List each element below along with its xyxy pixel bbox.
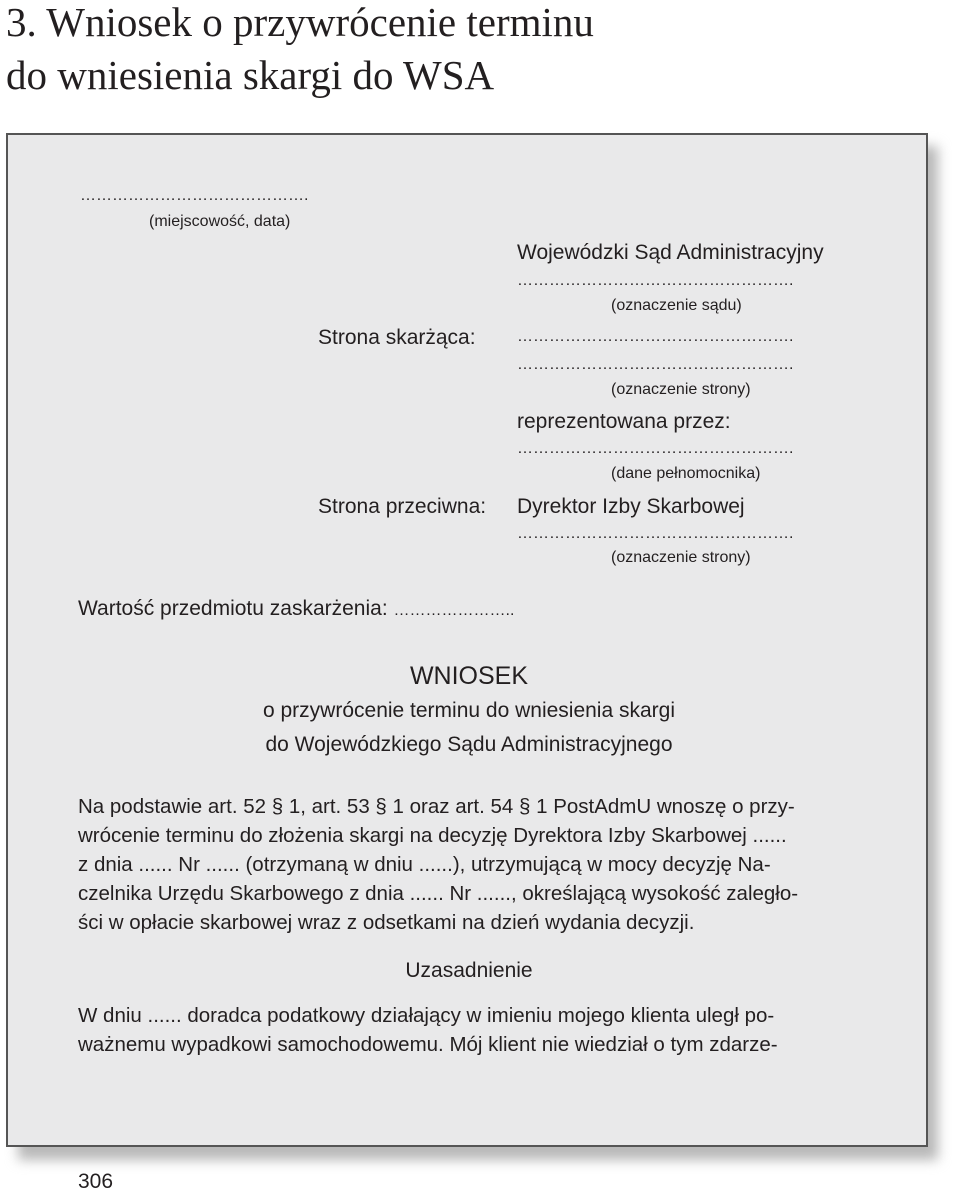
request-line: wrócenie terminu do złożenia skargi na decyzję Dyrektora Izby Skarbowej ......	[78, 824, 787, 847]
court-label: (oznaczenie sądu)	[611, 297, 742, 314]
form-sheet	[6, 133, 928, 1147]
request-line: czelnika Urzędu Skarbowego z dnia ...... Nr ......, określającą wysokość zaległo-	[78, 882, 799, 905]
claim-value-label: Wartość przedmiotu zaskarżenia:	[78, 597, 394, 620]
justification-line: W dniu ...... doradca podatkowy działający w imieniu mojego klienta uległ po-	[78, 1004, 775, 1027]
plaintiff-dots-2: …………………………………………….	[517, 356, 794, 373]
request-line: ści w opłacie skarbowej wraz z odsetkami na dzień wydania decyzji.	[78, 911, 695, 934]
attorney-caption: (dane pełnomocnika)	[611, 465, 761, 482]
page-number: 306	[78, 1170, 114, 1193]
document-subtitle-1: o przywrócenie terminu do wniesienia skargi	[262, 699, 676, 722]
plaintiff-label: Strona skarżąca:	[318, 326, 476, 349]
justification-title: Uzasadnienie	[405, 959, 533, 982]
document-title: WNIOSEK	[409, 662, 529, 690]
plaintiff-dots-1: …………………………………………….	[517, 328, 794, 345]
section-heading-line-1: 3. Wniosek o przywrócenie terminu	[6, 0, 594, 45]
defendant-value: Dyrektor Izby Skarbowej	[517, 495, 745, 518]
court-dots: …………………………………………….	[517, 272, 794, 289]
defendant-label: Strona przeciwna:	[318, 495, 487, 518]
claim-value-row	[78, 597, 514, 621]
attorney-dots: …………………………………………….	[517, 440, 794, 457]
defendant-dots: …………………………………………….	[517, 525, 794, 542]
place-date-dots: …………………………………….	[80, 187, 309, 204]
request-line: Na podstawie art. 52 § 1, art. 53 § 1 oraz art. 54 § 1 PostAdmU wnoszę o przy-	[78, 795, 795, 818]
court-name: Wojewódzki Sąd Administracyjny	[517, 241, 824, 264]
plaintiff-caption: (oznaczenie strony)	[611, 381, 751, 398]
represented-by: reprezentowana przez:	[517, 410, 731, 433]
place-date-label: (miejscowość, data)	[149, 213, 291, 230]
defendant-caption: (oznaczenie strony)	[611, 549, 751, 566]
request-paragraph	[78, 792, 868, 937]
justification-paragraph	[78, 1001, 868, 1059]
claim-value-dots: …………………..	[393, 602, 515, 619]
justification-line: ważnemu wypadkowi samochodowemu. Mój klient nie wiedział o tym zdarze-	[78, 1033, 778, 1056]
section-heading-line-2: do wniesienia skargi do WSA	[6, 52, 495, 98]
request-line: z dnia ...... Nr ...... (otrzymaną w dniu ......), utrzymującą w mocy decyzję Na-	[78, 853, 771, 876]
document-subtitle-2: do Wojewódzkiego Sądu Administracyjnego	[265, 733, 673, 756]
